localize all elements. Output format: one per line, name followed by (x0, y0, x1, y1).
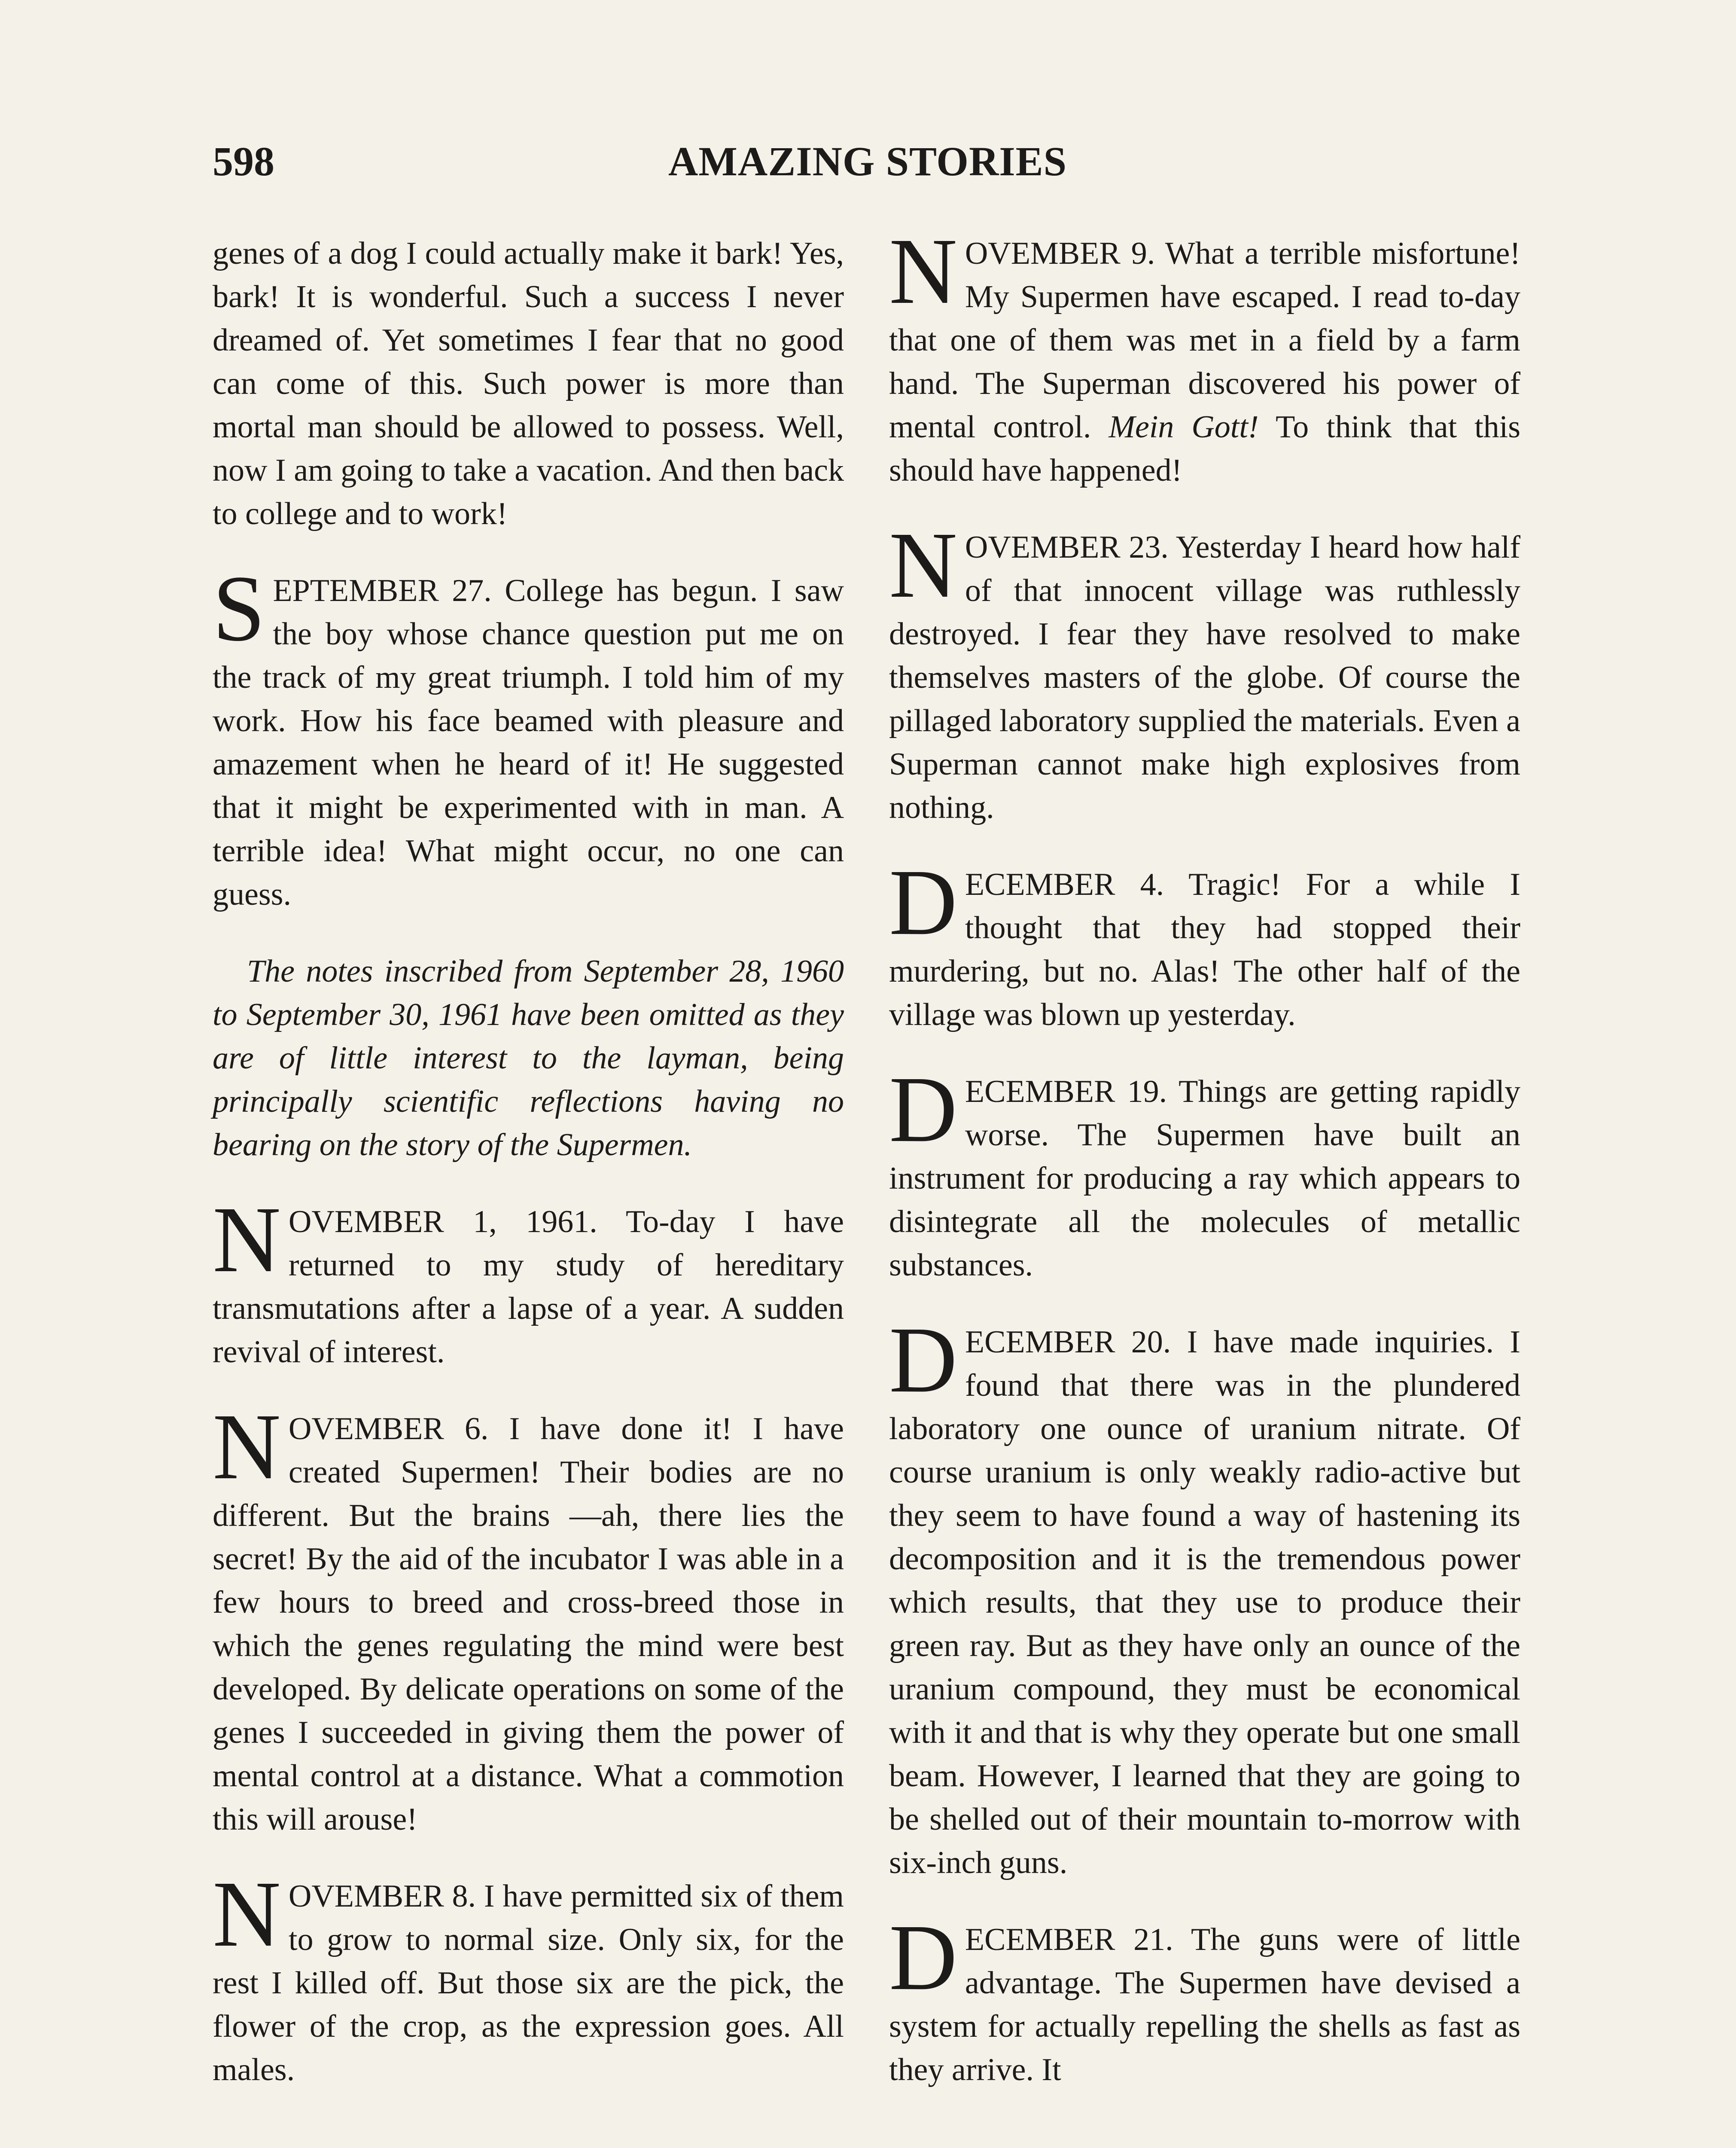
drop-cap: N (889, 513, 957, 617)
entry-text: EPTEMBER 27. College has begun. I saw the boy whose chance question put me on the track of my great triumph. I told him of my work. How his face beamed with pleasure and amazement when he heard of it! He suggested that it might be experimented with in man. A terrible idea! What might occur, no one can guess. (213, 573, 844, 912)
entry-text: OVEMBER 8. I have permitted six of them to grow to normal size. Only six, for the rest I killed off. But those six are the pick, the flower of the crop, as the expression goes. All males. (213, 1879, 844, 2087)
entry-text: ECEMBER 20. I have made inquiries. I found that there was in the plundered laboratory one ounce of uranium nitrate. Of course uranium is only weakly radio-active but they seem to have found a way of hastening its decomposition and it is the tremendous power which results, that they use to produce their green ray. But as they have only an ounce of the uranium compound, they must be economical with it and that is why they operate but one small beam. However, I learned that they are going to be shelled out of their mountain to-morrow with six-inch guns. (889, 1324, 1520, 1880)
diary-entry-november-1 (213, 1187, 844, 1374)
drop-cap: D (889, 1057, 957, 1162)
drop-cap: N (213, 1187, 281, 1292)
drop-cap: D (889, 850, 957, 955)
diary-entry-september-27 (213, 556, 844, 916)
drop-cap: N (213, 1861, 281, 1966)
magazine-title: AMAZING STORIES (668, 138, 1067, 184)
italic-phrase: Mein Gott! (1109, 409, 1259, 445)
drop-cap: N (213, 1394, 281, 1499)
entry-text: OVEMBER 6. I have done it! I have created Supermen! Their bodies are no different. But the brains —ah, there lies the secret! By the aid of the incubator I was able in a few hours to breed and cross-breed those in which the genes regulating the mind were best developed. By delicate operations on some of the genes I succeeded in giving them the power of mental control at a distance. What a commotion this will arouse! (213, 1411, 844, 1837)
entry-text-end: To think that this should have happened! (889, 409, 1520, 488)
diary-entry-december-21 (889, 1905, 1520, 2092)
diary-entry-december-20 (889, 1307, 1520, 1885)
entry-text: ECEMBER 19. Things are getting rapidly worse. The Supermen have built an instrument for producing a ray which appears to disintegrate all the molecules of metallic substances. (889, 1074, 1520, 1283)
diary-entry-december-19 (889, 1057, 1520, 1287)
drop-cap: D (889, 1307, 957, 1412)
entry-text: ECEMBER 21. The guns were of little advantage. The Supermen have devised a system for actually repelling the shells as fast as they arrive. It (889, 1922, 1520, 2087)
entry-text: OVEMBER 23. Yesterday I heard how half of that innocent village was ruthlessly destroyed. I fear they have resolved to make themselves masters of the globe. Of course the pillaged laboratory supplied the materials. Even a Superman cannot make high explosives from nothing. (889, 530, 1520, 825)
drop-cap: D (889, 1905, 957, 2010)
entry-text: OVEMBER 1, 1961. To-day I have returned to my study of hereditary transmutations after a lapse of a year. A sudden revival of interest. (213, 1204, 844, 1370)
editorial-note: The notes inscribed from September 28, 1960 to September 30, 1961 have been omitted as they are of little interest to the layman, being principally scientific reflections having no bearing on the story of the Supermen. (213, 954, 844, 1162)
diary-entry-december-4 (889, 850, 1520, 1037)
page-header (213, 137, 1523, 202)
diary-entry-november-8 (213, 1861, 844, 2092)
drop-cap: S (213, 556, 265, 661)
diary-entry-november-9 (889, 219, 1520, 492)
drop-cap: N (889, 219, 957, 323)
diary-entry-november-23 (889, 513, 1520, 830)
entry-text: ECEMBER 4. Tragic! For a while I thought that they had stopped their murdering, but no. Alas! The other half of the village was blown up yesterday. (889, 867, 1520, 1032)
diary-entry-november-6 (213, 1394, 844, 1841)
right-column (889, 219, 1520, 2125)
continued-paragraph: genes of a dog I could actually make it bark! Yes, bark! It is wonderful. Such a success I never dreamed of. Yet sometimes I fear that no good can come of this. Such power is more than mortal man should be allowed to possess. Well, now I am going to take a vacation. And then back to college and to work! (213, 236, 844, 531)
entry-text: OVEMBER 9. What a terrible misfortune! My Supermen have escaped. I read to-day that one of them was met in a field by a farm hand. The Superman discovered his power of mental control. (889, 236, 1520, 445)
page-number: 598 (213, 138, 274, 184)
left-column (213, 232, 844, 2125)
